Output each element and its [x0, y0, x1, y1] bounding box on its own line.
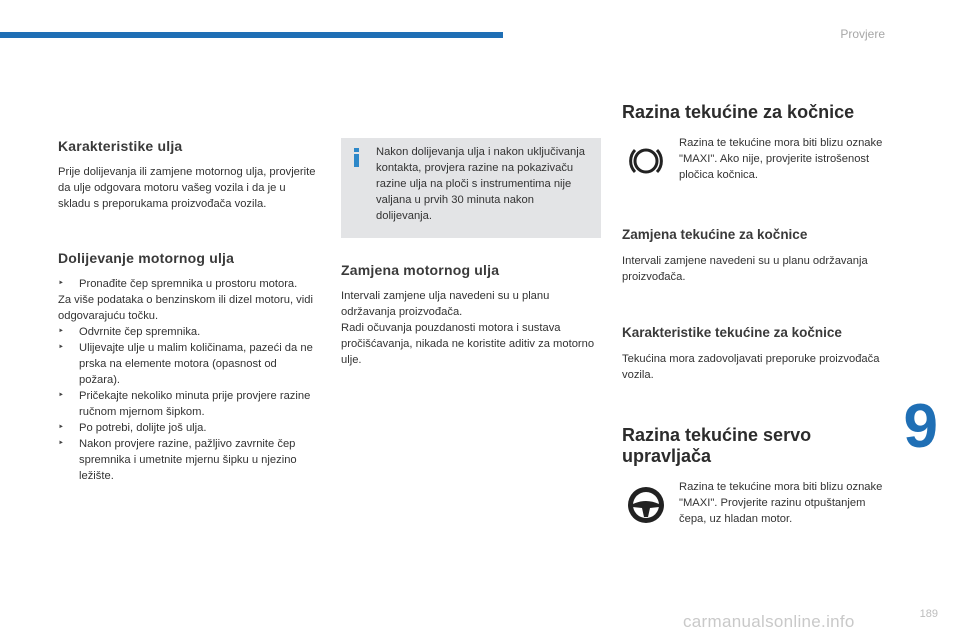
list-item	[58, 292, 320, 324]
list-item	[58, 324, 320, 340]
brake-specs-text: Tekućina mora zadovoljavati preporuke proizvođača vozila.	[622, 353, 880, 381]
bullet-arrow-icon: ‣	[58, 326, 64, 337]
list-item	[58, 388, 320, 420]
list-item-text: Pričekajte nekoliko minuta prije provjere razine ručnom mjernom šipkom.	[79, 390, 311, 418]
watermark: carmanualsonline.info	[683, 612, 855, 631]
list-item	[58, 436, 320, 484]
list-item-text: Odvrnite čep spremnika.	[79, 326, 201, 338]
brake-change-text: Intervali zamjene navedeni su u planu održavanja proizvođača.	[622, 255, 868, 283]
brake-change-title: Zamjena tekućine za kočnice	[622, 227, 808, 242]
list-item-text: Pronađite čep spremnika u prostoru motora.	[79, 278, 298, 290]
topping-up-title: Dolijevanje motornog ulja	[58, 250, 235, 266]
brake-warning-icon	[626, 141, 666, 181]
list-item-text: Po potrebi, dolijte još ulja.	[79, 422, 207, 434]
bullet-arrow-icon: ‣	[58, 422, 64, 433]
bullet-arrow-icon: ‣	[58, 278, 64, 289]
steering-wheel-icon	[626, 485, 666, 525]
steering-level-title: Razina tekućine servo upravljača	[622, 425, 812, 466]
info-box-text: Nakon dolijevanja ulja i nakon uključivanja kontakta, provjera razine na pokazivaču razine ulja na ploči s instrumentima nije valjana u prvih 30 minuta nakon dolijevanja.	[376, 146, 585, 222]
page-number: 189	[919, 608, 938, 620]
column-right	[622, 102, 884, 527]
steering-level-row	[622, 479, 884, 527]
brake-level-text: Razina te tekućine mora biti blizu oznake "MAXI". Ako nije, provjerite istrošenost pločica kočnica.	[679, 137, 883, 181]
chapter-number: 9	[903, 392, 938, 461]
list-item-text: Za više podataka o benzinskom ili dizel motoru, vidi odgovarajuću točku.	[58, 294, 313, 322]
oil-specs-title: Karakteristike ulja	[58, 138, 183, 154]
info-box	[341, 138, 601, 238]
oil-change-title: Zamjena motornog ulja	[341, 262, 500, 278]
list-item	[58, 340, 320, 388]
column-middle	[341, 138, 603, 368]
brake-level-row	[622, 135, 884, 183]
brake-level-title: Razina tekućine za kočnice	[622, 102, 855, 122]
steering-level-text: Razina te tekućine mora biti blizu oznake "MAXI". Provjerite razinu otpuštanjem čepa, uz hladan motor.	[679, 481, 883, 525]
brake-specs-title: Karakteristike tekućine za kočnice	[622, 325, 842, 340]
bullet-arrow-icon: ‣	[58, 342, 64, 353]
list-item	[58, 276, 320, 292]
bullet-arrow-icon: ‣	[58, 390, 64, 401]
section-title: Provjere	[840, 27, 885, 41]
oil-change-text-1: Intervali zamjene ulja navedeni su u planu održavanja proizvođača.	[341, 290, 550, 318]
oil-change-text-2: Radi očuvanja pouzdanosti motora i sustava pročišćavanja, nikada ne koristite aditiv za motorno ulje.	[341, 322, 595, 366]
list-item	[58, 420, 320, 436]
list-item-text: Ulijevajte ulje u malim količinama, pazeći da ne prska na elemente motora (opasnost od požara).	[79, 342, 313, 386]
bullet-arrow-icon: ‣	[58, 438, 64, 449]
header-accent-bar	[0, 32, 503, 38]
oil-specs-text: Prije dolijevanja ili zamjene motornog ulja, provjerite da ulje odgovara motoru vašeg vozila i da je u skladu s preporukama proizvođača vozila.	[58, 166, 316, 210]
topping-up-steps	[58, 276, 320, 484]
info-icon	[354, 148, 360, 166]
column-left	[58, 138, 320, 484]
list-item-text: Nakon provjere razine, pažljivo zavrnite čep spremnika i umetnite mjernu šipku u njezino ležište.	[79, 438, 297, 482]
